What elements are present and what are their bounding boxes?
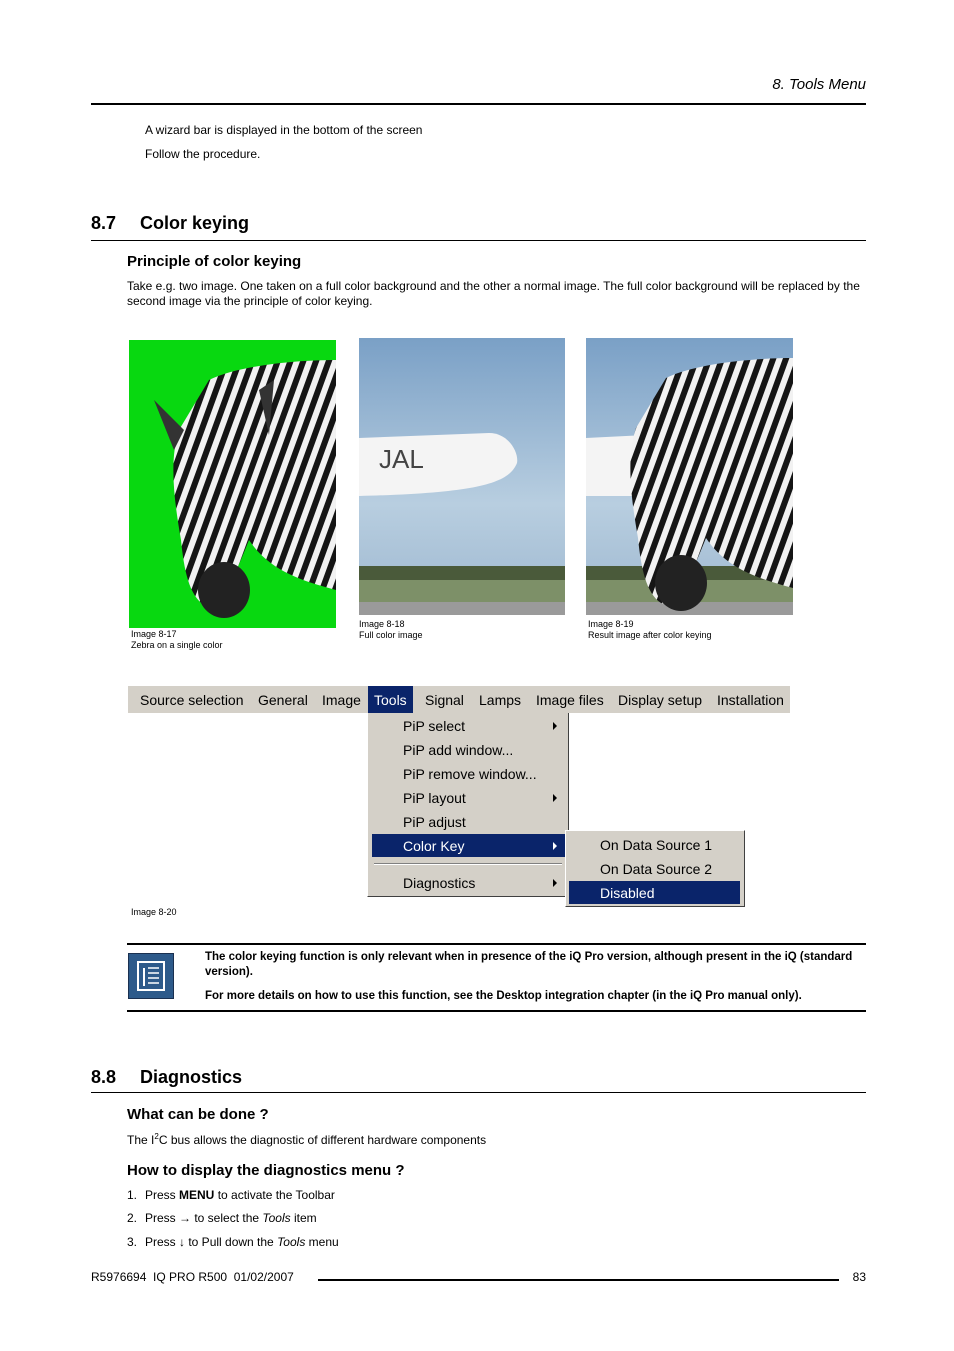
menu-installation[interactable]: Installation bbox=[717, 692, 784, 708]
section-rule bbox=[91, 240, 866, 241]
note-line-2: For more details on how to use this function, see the Desktop integration chapter (in the iQ Pro manual only). bbox=[205, 990, 802, 1002]
section-8-8-title bbox=[91, 1067, 242, 1088]
menu-separator bbox=[374, 863, 562, 865]
item-label: Disabled bbox=[600, 885, 655, 901]
caption-id: Image 8-17 bbox=[131, 629, 177, 639]
caption-text: Full color image bbox=[359, 630, 423, 640]
menu-display-setup[interactable]: Display setup bbox=[618, 692, 703, 708]
section-number: 8.8 bbox=[91, 1067, 117, 1087]
subheading-what-can-be-done: What can be done ? bbox=[127, 1106, 269, 1123]
step-text: Press → to select the bbox=[145, 1211, 263, 1225]
dropdown-pip-layout[interactable] bbox=[372, 786, 565, 809]
submenu-on-data-source-1[interactable] bbox=[569, 833, 740, 856]
dropdown-pip-adjust[interactable] bbox=[372, 810, 565, 833]
note-top-rule bbox=[127, 943, 866, 945]
color-key-submenu bbox=[565, 830, 745, 907]
para-text: C bus allows the diagnostic of different hardware components bbox=[158, 1133, 487, 1147]
section-title-text: Diagnostics bbox=[140, 1067, 243, 1087]
item-label: On Data Source 2 bbox=[600, 861, 713, 877]
step-text: menu bbox=[305, 1235, 339, 1249]
step-text: to activate the Toolbar bbox=[214, 1188, 335, 1202]
step-1 bbox=[127, 1188, 335, 1202]
menu-signal[interactable]: Signal bbox=[425, 692, 464, 708]
intro-line-1: A wizard bar is displayed in the bottom of the screen bbox=[145, 123, 423, 137]
menu-image-files[interactable]: Image files bbox=[536, 692, 604, 708]
principle-paragraph: Take e.g. two image. One taken on a full color background and the other a normal image. The full color background will be replaced by the second image via the principle of color keying. bbox=[127, 279, 860, 308]
caption-image-8-18 bbox=[359, 619, 423, 641]
menu-tools[interactable]: Tools bbox=[368, 686, 413, 713]
caption-id: Image 8-18 bbox=[359, 619, 405, 629]
step-number: 3. bbox=[127, 1235, 138, 1249]
step-text: item bbox=[290, 1211, 317, 1225]
svg-text:JAL: JAL bbox=[379, 444, 424, 474]
item-label: PiP add window... bbox=[403, 742, 514, 758]
step-text: Press bbox=[145, 1188, 180, 1202]
submenu-arrow-icon bbox=[553, 879, 557, 887]
dropdown-pip-add-window[interactable] bbox=[372, 738, 565, 761]
step-number: 2. bbox=[127, 1211, 138, 1225]
zebra-green-image bbox=[129, 340, 336, 628]
page-number: 83 bbox=[852, 1270, 866, 1284]
caption-text: Zebra on a single color bbox=[131, 640, 223, 650]
submenu-arrow-icon bbox=[553, 722, 557, 730]
section-number: 8.7 bbox=[91, 213, 117, 233]
para-text: The I bbox=[127, 1133, 155, 1147]
footer-rule bbox=[318, 1279, 839, 1281]
step-2 bbox=[127, 1211, 317, 1225]
item-label: PiP remove window... bbox=[403, 766, 537, 782]
intro-line-2: Follow the procedure. bbox=[145, 147, 261, 161]
subheading-principle: Principle of color keying bbox=[127, 253, 302, 270]
tools-dropdown bbox=[367, 713, 569, 897]
chapter-header: 8. Tools Menu bbox=[772, 76, 866, 93]
note-line-1: The color keying function is only relevant when in presence of the iQ Pro version, although present in the iQ (standard version). bbox=[205, 951, 853, 978]
dropdown-color-key[interactable] bbox=[372, 834, 565, 857]
caption-image-8-20: Image 8-20 bbox=[131, 907, 177, 917]
menu-bar bbox=[128, 686, 790, 713]
step-item: Tools bbox=[262, 1211, 291, 1225]
superscript: 2 bbox=[154, 1132, 159, 1141]
item-label: Color Key bbox=[403, 838, 465, 854]
caption-image-8-17 bbox=[131, 629, 223, 651]
caption-id: Image 8-19 bbox=[588, 619, 634, 629]
dropdown-pip-remove-window[interactable] bbox=[372, 762, 565, 785]
step-number: 1. bbox=[127, 1188, 138, 1202]
submenu-disabled[interactable] bbox=[569, 881, 740, 904]
submenu-on-data-source-2[interactable] bbox=[569, 857, 740, 880]
step-item: Tools bbox=[277, 1235, 306, 1249]
submenu-arrow-icon bbox=[553, 842, 557, 850]
menu-lamps[interactable]: Lamps bbox=[479, 692, 522, 708]
step-key: MENU bbox=[179, 1188, 215, 1202]
menu-image[interactable]: Image bbox=[322, 692, 361, 708]
step-text: Press ↓ to Pull down the bbox=[145, 1235, 278, 1249]
section-rule bbox=[91, 1092, 866, 1093]
airplane-image bbox=[359, 338, 565, 615]
section-title-text: Color keying bbox=[140, 213, 250, 233]
note-bottom-rule bbox=[127, 1010, 866, 1012]
subheading-how-to-display: How to display the diagnostics menu ? bbox=[127, 1162, 405, 1179]
item-label: PiP layout bbox=[403, 790, 466, 806]
item-label: PiP adjust bbox=[403, 814, 466, 830]
step-3 bbox=[127, 1235, 339, 1249]
menu-source-selection[interactable]: Source selection bbox=[140, 692, 244, 708]
footer-doc-id: R5976694 IQ PRO R500 01/02/2007 bbox=[91, 1270, 294, 1284]
note-icon bbox=[128, 953, 174, 999]
section-8-7-title bbox=[91, 213, 249, 234]
result-image bbox=[586, 338, 793, 615]
caption-image-8-19 bbox=[588, 619, 712, 641]
submenu-arrow-icon bbox=[553, 794, 557, 802]
item-label: PiP select bbox=[403, 718, 465, 734]
item-label: Diagnostics bbox=[403, 875, 476, 891]
caption-text: Result image after color keying bbox=[588, 630, 712, 640]
header-rule bbox=[91, 103, 866, 105]
item-label: On Data Source 1 bbox=[600, 837, 713, 853]
diagnostics-paragraph bbox=[127, 1132, 486, 1147]
dropdown-diagnostics[interactable] bbox=[372, 871, 565, 894]
menu-general[interactable]: General bbox=[258, 692, 308, 708]
dropdown-pip-select[interactable] bbox=[372, 714, 565, 737]
